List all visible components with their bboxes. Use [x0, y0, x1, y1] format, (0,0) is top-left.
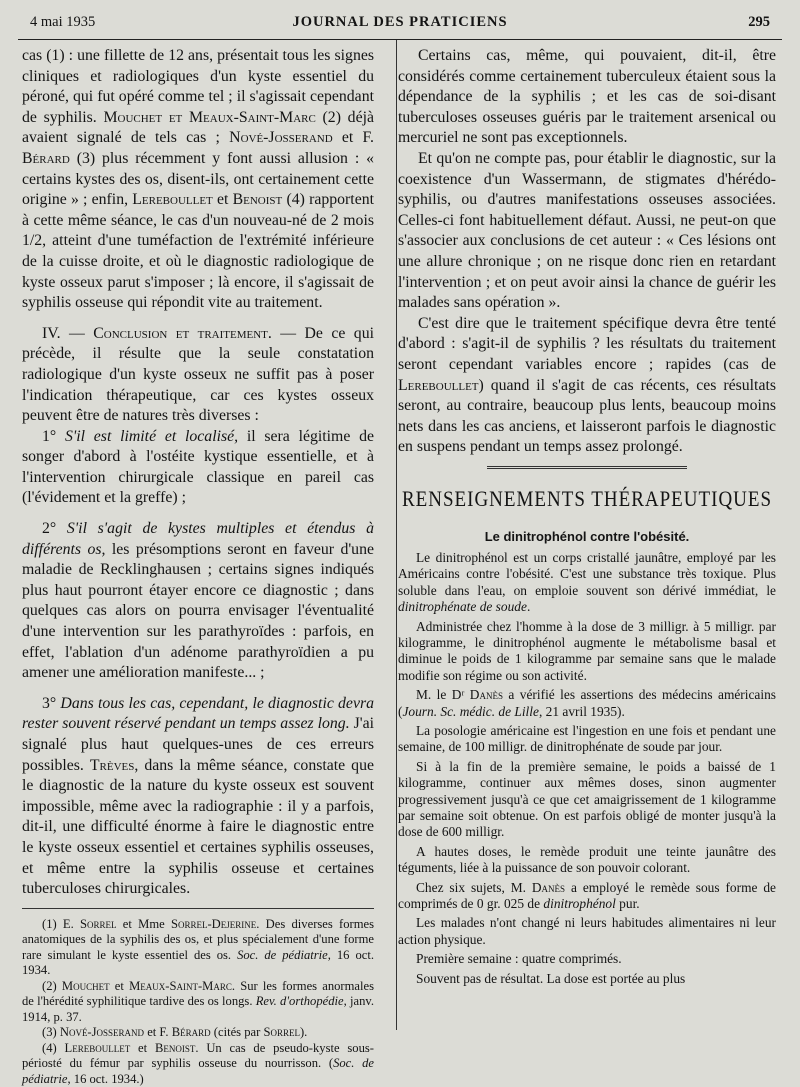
right-paragraph-1: Certains cas, même, qui pouvaient, dit-il, être considérés comme certainement tuberculeux étaient sous la dépendance de la syphilis ; et les cas de soi-disant tuberculoses osseuses guéris par le traitement arsenical ou mercuriel ne sont pas exceptionnels.: [398, 47, 776, 147]
article-paragraph-6: A hautes doses, le remède produit une teinte jaunâtre des téguments, liée à la puissance de son pouvoir colorant.: [398, 843, 776, 876]
article-body: [398, 550, 776, 987]
article-paragraph-2: Administrée chez l'homme à la dose de 3 milligr. à 5 milligr. par kilogramme, le dinitrophénol augmente le métabolisme basal et diminue le poids de 1 kilogramme par semaine sans que le malade modifie son régime ou son activité.: [398, 618, 776, 683]
page-number: 295: [748, 14, 770, 30]
point-2: 2° S'il s'agit de kystes multiples et étendus à différents os, les présomptions seront en faveur d'une maladie de Recklinghausen ; certains signes indiqués plus haut pourront étayer encore ce diagnostic ; dans quelques cas alors on pourra envisager l'éventualité d'une intervention sur les parathyroïdes : parfois, en effet, l'ablation d'un adénome parathyroïdien a pu amener une amélioration manifeste... ;: [22, 520, 374, 682]
conclusion-paragraph: IV. — Conclusion et traitement. — De ce qui précède, il résulte que la seule constatation radiologique d'un kyste osseux ne suffit pas à poser l'indication thérapeutique, car ces kystes osseux peuvent être de natures très diverses :: [22, 324, 374, 425]
point-3: 3° Dans tous les cas, cependant, le diagnostic devra rester souvent réservé pendant un temps assez long. J'ai signalé plus haut quelques-unes de ces erreurs possibles. Trèves, dans la même séance, constate que le diagnostic de la nature du kyste osseux est souvent impossible, même avec la radiographie : il y a parfois, dit-il, une difficulté énorme à faire le diagnostic entre le kyste osseux essentiel et certaines syphilis osseuses, et même entre la syphilis osseuse et certaines tuberculoses chirurgicales.: [22, 694, 374, 898]
section-separator: [487, 466, 687, 471]
issue-date: 4 mai 1935: [30, 14, 96, 30]
footnote-4: (4) Lereboullet et Benoist. Un cas de pseudo-kyste sous-périosté du fémur par syphilis osseuse du nourrisson. (Soc. de pédiatrie, 16 oct. 1934.): [22, 1040, 374, 1086]
footnote-rule: [22, 908, 374, 909]
article-paragraph-9: Première semaine : quatre comprimés.: [416, 951, 622, 967]
article-paragraph-5: Si à la fin de la première semaine, le poids a baissé de 1 kilogramme, continuer aux mêmes doses, sinon augmenter progressivement jusqu'à ce que cet amaigrissement de 1 kilogramme par semaine soit obtenue. On est parfois obligé de monter jusqu'à la dose de 600 milligr.: [398, 758, 776, 840]
section-heading-conclusion: Conclusion et traitement.: [93, 324, 272, 342]
footnote-3: (3) Nové-Josserand et F. Bérard (cités par Sorrel).: [42, 1025, 308, 1040]
article-subtitle: Le dinitrophénol contre l'obésité.: [484, 528, 690, 544]
header-rule: [18, 39, 782, 40]
left-column: [22, 46, 374, 1087]
section-title: RENSEIGNEMENTS THÉRAPEUTIQUES: [401, 487, 773, 512]
article-paragraph-3: M. le Dʳ Danès a vérifié les assertions des médecins américains (Journ. Sc. médic. de Lille, 21 avril 1935).: [398, 687, 776, 719]
article-paragraph-1: Le dinitrophénol est un corps cristallé jaunâtre, employé par les Américains contre l'obésité. C'est une substance très toxique. Plus soluble dans l'eau, on emploie souvent son dérivé immédiat, le dinitrophénate de soude.: [398, 549, 776, 615]
journal-title: JOURNAL DES PRATICIENS: [292, 14, 508, 30]
right-column: [398, 46, 776, 987]
right-paragraph-2: Et qu'on ne compte pas, pour établir le diagnostic, sur la coexistence d'un Wassermann, de stigmates d'hérédo-syphilis, ou d'autres manifestations osseuses associées. Celles-ci font habituellement défaut. Aussi, ne peut-on que s'associer aux conclusions de cet auteur : « Ces lésions ont une allure chronique ; on ne risque donc rien en retardant l'intervention ; et on peut avoir ainsi la chance de guérir les malades sans opération ».: [398, 149, 776, 312]
right-paragraph-3: C'est dire que le traitement spécifique devra être tenté d'abord : s'agit-il de syphilis ? les résultats du traitement seront cependant variables encore ; rapides (cas de Lereboullet) quand il s'agit de cas récents, ces résultats seront, au contraire, beaucoup plus lents, beaucoup moins nets dans les cas anciens, et laisseront parfois le diagnostic en suspens pendant un temps assez prolongé.: [398, 314, 776, 456]
article-paragraph-8: Les malades n'ont changé ni leurs habitudes alimentaires ni leur action physique.: [398, 915, 776, 947]
page-header: [30, 14, 770, 34]
column-divider: [396, 40, 397, 1030]
left-paragraph-1: cas (1) : une fillette de 12 ans, présentait tous les signes cliniques et radiologiques d'un kyste essentiel du péroné, qui fut opéré comme tel ; il s'agissait cependant de syphilis. Mouchet et Meaux-Saint-Marc (2) déjà avaient signalé de tels cas ; Nové-Josserand et F. Bérard (3) plus récemment y font aussi allusion : « certains kystes des os, disent-ils, ont certainement cette origine » ; enfin, Lereboullet et Benoist (4) rapportent à cette même séance, le cas d'un nouveau-né de 2 mois 1/2, atteint d'une tuméfaction de l'extrémité inférieure de la cuisse droite, et où le diagnostic radiologique de kyste osseux parut s'imposer ; là encore, il s'agissait de syphilis osseuse qui répondit vite au traitement.: [22, 47, 374, 312]
article-paragraph-4: La posologie américaine est l'ingestion en une fois et pendant une semaine, de 100 milligr. de dinitrophénate de soude par jour.: [398, 722, 776, 755]
article-paragraph-10: Souvent pas de résultat. La dose est portée au plus: [416, 970, 686, 986]
footnote-1: (1) E. Sorrel et Mme Sorrel-Dejerine. Des diverses formes anatomiques de la syphilis des os, et plus spécialement d'une forme rare simulant le kyste essentiel des os. Soc. de pédiatrie, 16 oct. 1934.: [22, 916, 375, 978]
point-1: 1° S'il est limité et localisé, il sera légitime de songer d'abord à l'ostéite kystique essentielle, et à l'intervention chirurgicale classique en pareil cas (l'évidement et la greffe) ;: [22, 427, 375, 507]
footnote-2: (2) Mouchet et Meaux-Saint-Marc. Sur les formes anormales de l'hérédité syphilitique tardive des os longs. Rev. d'orthopédie, janv. 1914, p. 37.: [22, 978, 375, 1024]
article-paragraph-7: Chez six sujets, M. Danès a employé le remède sous forme de comprimés de 0 gr. 025 de dinitrophénol pur.: [398, 879, 776, 911]
